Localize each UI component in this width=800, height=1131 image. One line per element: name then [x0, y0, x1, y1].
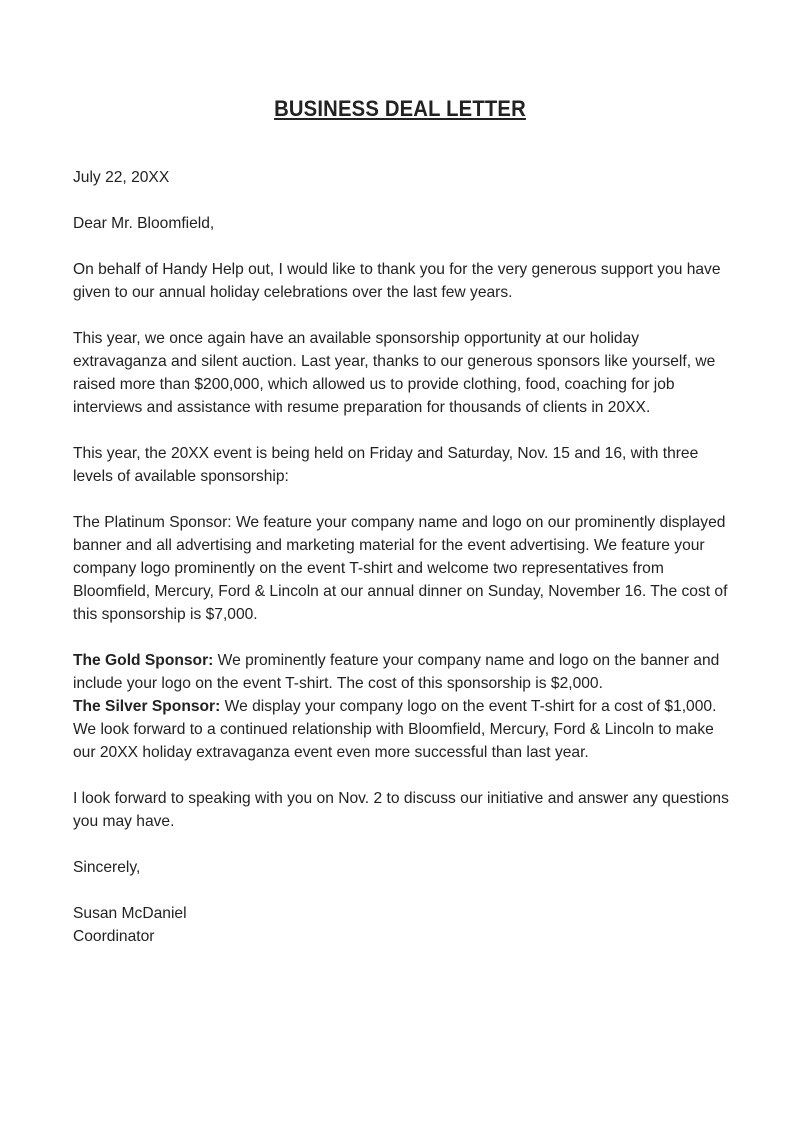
silver-sponsor [73, 695, 733, 718]
signer-title: Coordinator [73, 928, 155, 945]
signer-name: Susan McDaniel [73, 905, 187, 922]
paragraph-event: This year, the 20XX event is being held on Friday and Saturday, Nov. 15 and 16, with three levels of available sponsorship: [73, 445, 699, 485]
silver-sponsor-text: We display your company logo on the event T-shirt for a cost of $1,000. [220, 698, 717, 715]
salutation: Dear Mr. Bloomfield, [73, 215, 215, 232]
gold-sponsor-text: We prominently feature your company name and logo on the banner and include your logo on the event T-shirt. The cost of this sponsorship is $2,000. [73, 652, 720, 692]
letter-date: July 22, 20XX [73, 169, 170, 186]
letter-title: BUSINESS DEAL LETTER [274, 96, 526, 121]
gold-sponsor [73, 649, 733, 695]
platinum-sponsor: The Platinum Sponsor: We feature your company name and logo on our prominently displayed banner and all advertising and marketing material for the event advertising. We feature your company logo prominently on the event T-shirt and welcome two representatives from Bloomfield, Mercury, Ford & Lincoln at our annual dinner on Sunday, November 16. The cost of this sponsorship is $7,000. [73, 514, 728, 623]
letter-body [73, 166, 733, 948]
paragraph-followup: I look forward to speaking with you on Nov. 2 to discuss our initiative and answer any questions you may have. [73, 790, 729, 830]
closing: Sincerely, [73, 859, 141, 876]
paragraph-opportunity: This year, we once again have an available sponsorship opportunity at our holiday extravaganza and silent auction. Last year, thanks to our generous sponsors like yourself, we raised more than $200,000, which allowed us to provide clothing, food, coaching for job interviews and assistance with resume preparation for thousands of clients in 20XX. [73, 330, 716, 416]
paragraph-thanks: On behalf of Handy Help out, I would like to thank you for the very generous support you have given to our annual holiday celebrations over the last few years. [73, 261, 721, 301]
gold-sponsor-label: The Gold Sponsor: [73, 652, 214, 669]
paragraph-relationship: We look forward to a continued relationship with Bloomfield, Mercury, Ford & Lincoln to make our 20XX holiday extravaganza event even more successful than last year. [73, 721, 714, 761]
silver-sponsor-label: The Silver Sponsor: [73, 698, 221, 715]
